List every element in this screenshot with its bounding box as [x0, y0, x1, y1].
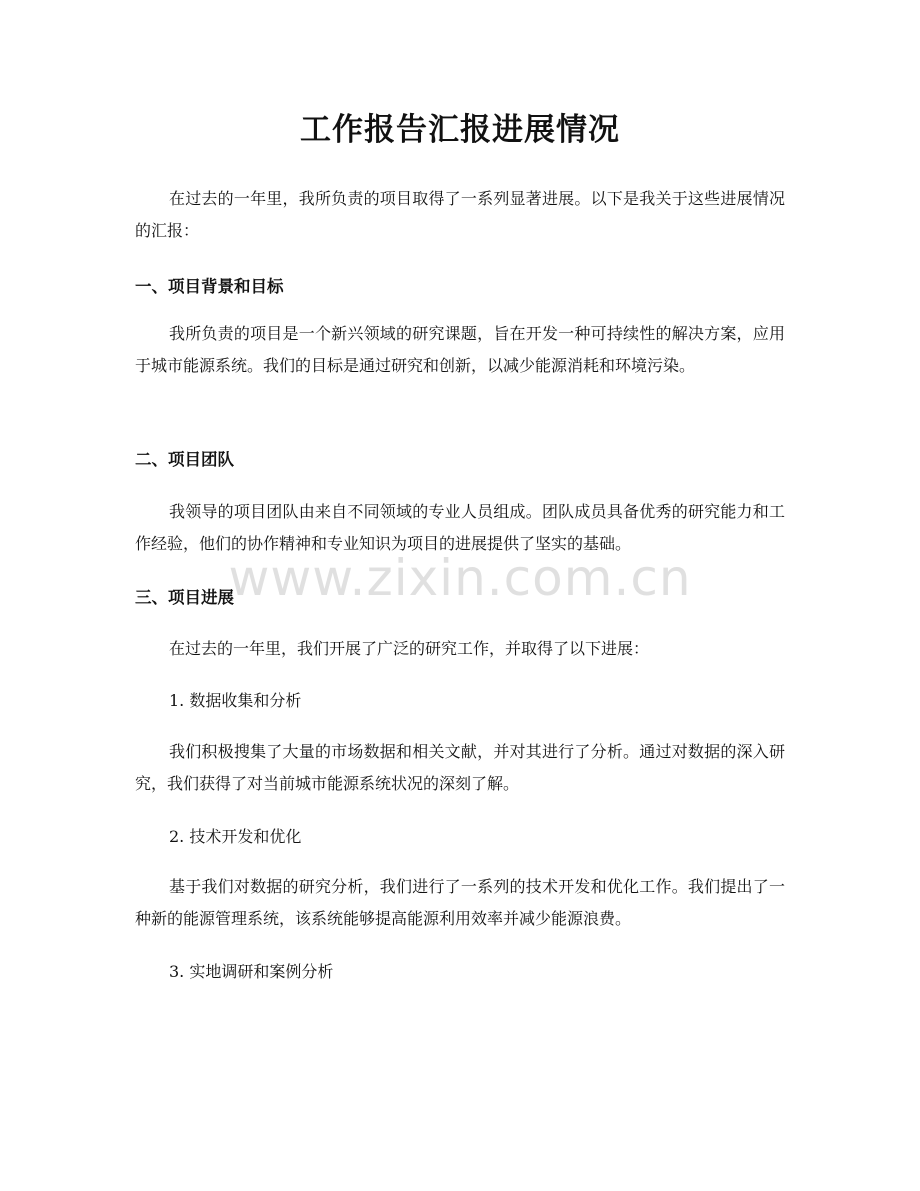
- section-heading-progress: 三、项目进展: [135, 588, 234, 607]
- section-heading-background: 一、项目背景和目标: [135, 277, 284, 296]
- list-item-label: 2. 技术开发和优化: [169, 827, 302, 846]
- intro-paragraph: 在过去的一年里，我所负责的项目取得了一系列显著进展。以下是我关于这些进展情况的汇报：: [135, 189, 785, 240]
- section-body-team: 我领导的项目团队由来自不同领域的专业人员组成。团队成员具备优秀的研究能力和工作经验，他们的协作精神和专业知识为项目的进展提供了坚实的基础。: [135, 502, 785, 553]
- list-item-body: 我们积极搜集了大量的市场数据和相关文献，并对其进行了分析。通过对数据的深入研究，我们获得了对当前城市能源系统状况的深刻了解。: [135, 742, 785, 793]
- section-intro-progress: 在过去的一年里，我们开展了广泛的研究工作，并取得了以下进展：: [169, 639, 650, 658]
- section-heading-team: 二、项目团队: [135, 450, 234, 469]
- list-item-label: 1. 数据收集和分析: [169, 691, 302, 710]
- section-body-background: 我所负责的项目是一个新兴领域的研究课题，旨在开发一种可持续性的解决方案，应用于城市能源系统。我们的目标是通过研究和创新，以减少能源消耗和环境污染。: [135, 324, 785, 375]
- list-item-label: 3. 实地调研和案例分析: [169, 962, 334, 981]
- list-item-body: 基于我们对数据的研究分析，我们进行了一系列的技术开发和优化工作。我们提出了一种新的能源管理系统，该系统能够提高能源利用效率并减少能源浪费。: [135, 877, 785, 928]
- watermark: www.zixin.com.cn: [228, 549, 692, 607]
- document-title: 工作报告汇报进展情况: [300, 112, 620, 148]
